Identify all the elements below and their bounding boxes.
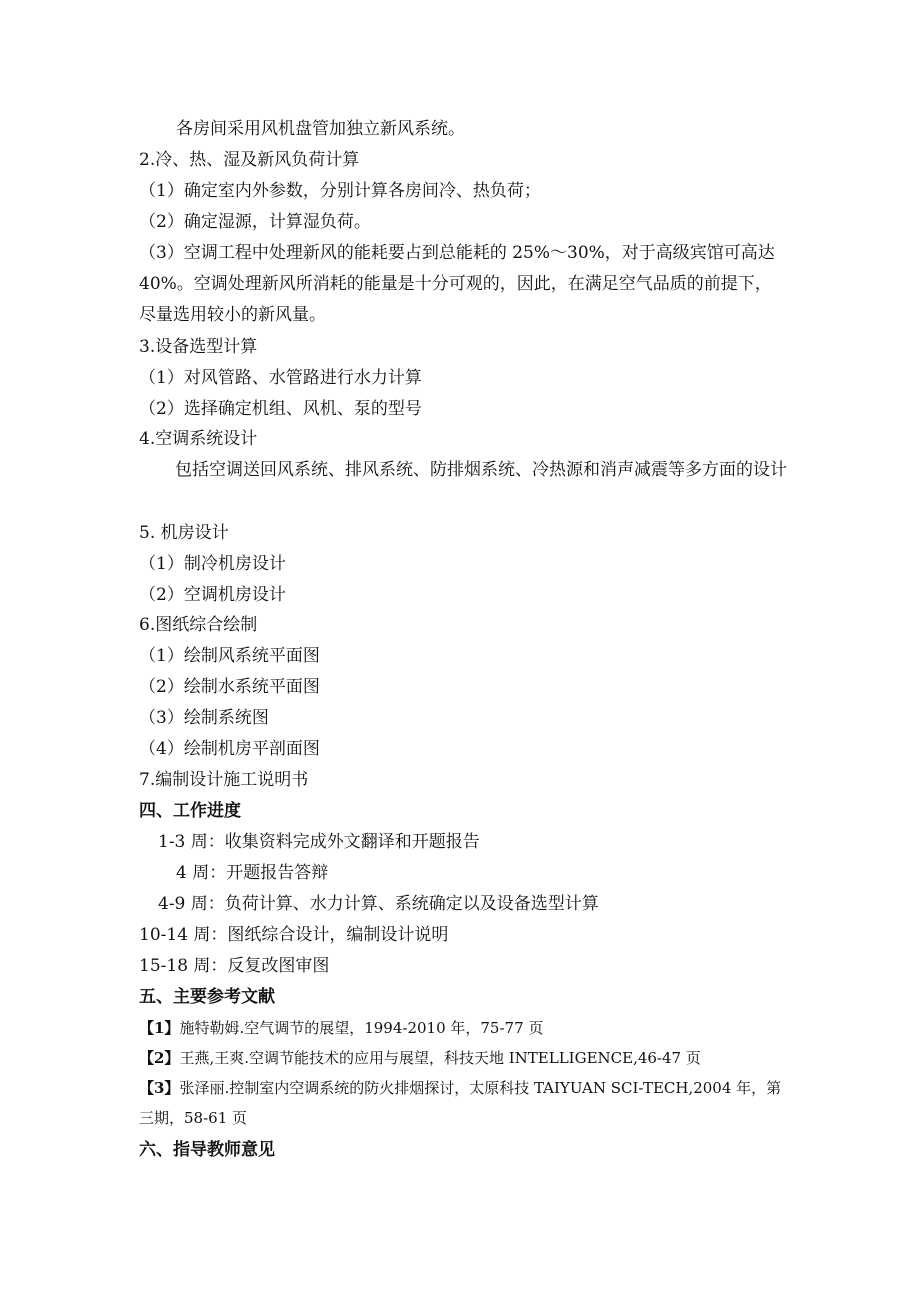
- section-2-item-2: （2）确定湿源，计算湿负荷。: [139, 212, 371, 232]
- reference-1: [139, 1017, 789, 1039]
- reference-3: [139, 1073, 787, 1133]
- references-heading: 五、主要参考文献: [139, 987, 275, 1007]
- progress-row-1: 1-3 周：收集资料完成外文翻译和开题报告: [158, 832, 480, 852]
- section-4-title: 4.空调系统设计: [139, 429, 258, 449]
- progress-row-4: 10-14 周：图纸综合设计，编制设计说明: [139, 925, 449, 945]
- section-4-body: 包括空调送回风系统、排风系统、防排烟系统、冷热源和消声减震等多方面的设计: [175, 460, 787, 480]
- intro-paragraph: 各房间采用风机盘管加独立新风系统。: [176, 119, 465, 139]
- progress-heading: 四、工作进度: [139, 801, 241, 821]
- section-5-item-2: （2）空调机房设计: [139, 585, 286, 605]
- reference-1-number: 【1】: [139, 1019, 180, 1037]
- section-2-item-1: （1）确定室内外参数，分别计算各房间冷、热负荷；: [139, 181, 541, 201]
- section-3-item-1: （1）对风管路、水管路进行水力计算: [139, 368, 422, 388]
- progress-row-3: 4-9 周：负荷计算、水力计算、系统确定以及设备选型计算: [158, 894, 599, 914]
- section-2-item-3: （3）空调工程中处理新风的能耗要占到总能耗的 25%～30%，对于高级宾馆可高达 40%。空调处理新风所消耗的能量是十分可观的，因此，在满足空气品质的前提下，尽量选用较小的新风量。: [139, 243, 775, 325]
- section-2-title: 2.冷、热、湿及新风负荷计算: [139, 150, 360, 170]
- section-3-item-2: （2）选择确定机组、风机、泵的型号: [139, 399, 422, 419]
- section-7-title: 7.编制设计施工说明书: [139, 770, 309, 790]
- reference-2: [139, 1047, 789, 1069]
- progress-row-5: 15-18 周：反复改图审图: [139, 956, 330, 976]
- section-6-item-4: （4）绘制机房平剖面图: [139, 739, 320, 759]
- advisor-heading: 六、指导教师意见: [139, 1140, 275, 1160]
- reference-1-text: 施特勒姆.空气调节的展望，1994-2010 年，75-77 页: [179, 1019, 544, 1037]
- progress-row-2: 4 周：开题报告答辩: [176, 863, 329, 883]
- section-5-title: 5. 机房设计: [139, 523, 229, 543]
- reference-3-text: 张泽丽.控制室内空调系统的防火排烟探讨，太原科技 TAIYUAN SCI-TECH,2004 年，第三期，58-61 页: [139, 1079, 782, 1127]
- reference-2-text: 王燕,王爽.空调节能技术的应用与展望，科技天地 INTELLIGENCE,46-47 页: [179, 1049, 701, 1067]
- section-6-item-1: （1）绘制风系统平面图: [139, 646, 320, 666]
- section-6-item-2: （2）绘制水系统平面图: [139, 677, 320, 697]
- section-3-title: 3.设备选型计算: [139, 337, 258, 357]
- section-6-item-3: （3）绘制系统图: [139, 708, 269, 728]
- section-6-title: 6.图纸综合绘制: [139, 615, 258, 635]
- section-5-item-1: （1）制冷机房设计: [139, 554, 286, 574]
- reference-2-number: 【2】: [139, 1049, 180, 1067]
- reference-3-number: 【3】: [139, 1079, 180, 1097]
